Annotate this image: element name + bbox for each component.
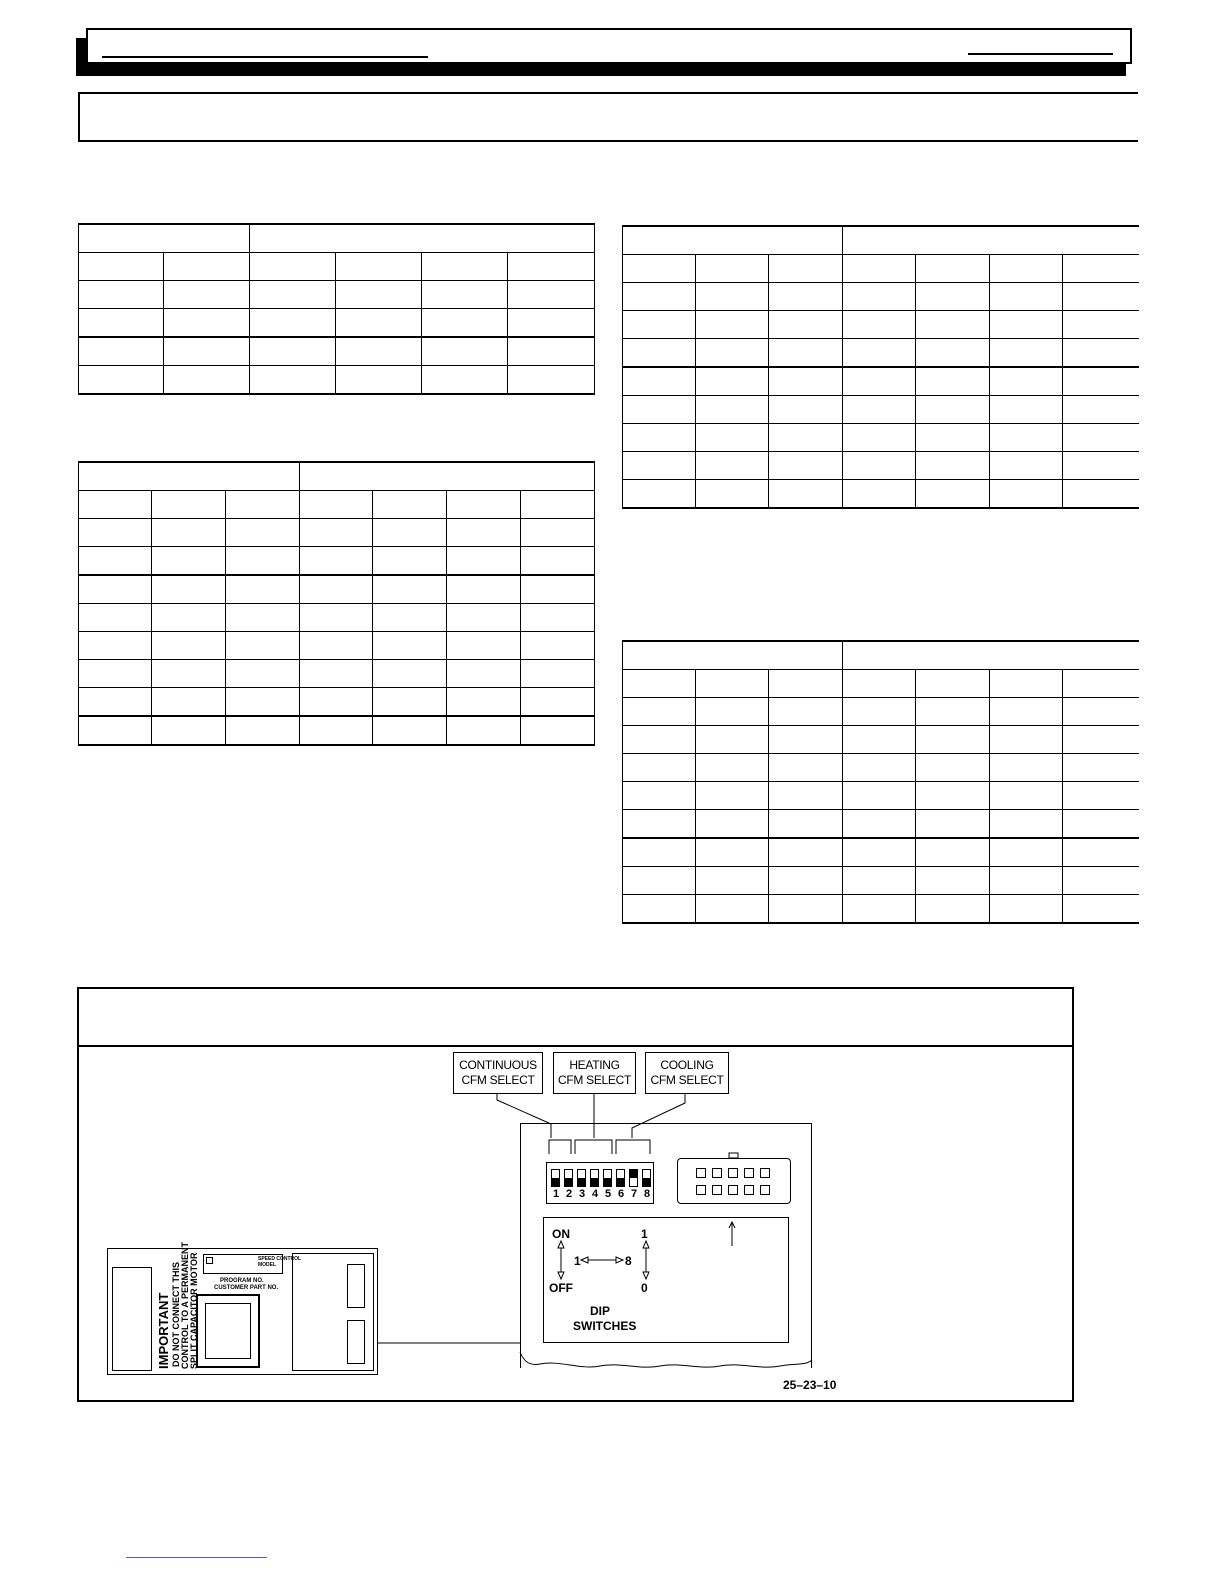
- warning-line-2: CONTROL TO A PERMANENT: [180, 1241, 190, 1369]
- legend-switches: SWITCHES: [573, 1319, 637, 1333]
- legend-zero-bottom: 0: [641, 1281, 648, 1295]
- legend-off: OFF: [549, 1281, 573, 1295]
- control-board-overview: [107, 1241, 378, 1375]
- figure-number: 25–23–10: [783, 1378, 837, 1392]
- dip-switch-7: [629, 1169, 638, 1187]
- dip-number: 4: [591, 1188, 599, 1200]
- dip-switch-6: [616, 1169, 625, 1187]
- legend-range-start: 1: [574, 1254, 581, 1268]
- mini-connector: [347, 1320, 365, 1364]
- dip-switch-1: [551, 1169, 560, 1187]
- dip-number: 6: [617, 1188, 625, 1200]
- warning-line-3: SPLIT CAPACITOR MOTOR: [189, 1252, 199, 1369]
- legend-one-top: 1: [641, 1227, 648, 1241]
- mini-dip-switch: [347, 1264, 365, 1308]
- important-label: IMPORTANT: [156, 1292, 171, 1369]
- program-no-label: PROGRAM NO.: [220, 1278, 264, 1284]
- dip-switch-8: [642, 1169, 651, 1187]
- dip-number: 8: [643, 1188, 651, 1200]
- dip-switch-block: [546, 1162, 654, 1204]
- wiring-connector: [677, 1158, 791, 1204]
- dip-number: 5: [604, 1188, 612, 1200]
- dip-switch-3: [577, 1169, 586, 1187]
- speed-control-label: SPEED CONTROL: [258, 1256, 302, 1262]
- customer-part-label: CUSTOMER PART NO.: [214, 1285, 279, 1291]
- dip-number: 1: [552, 1188, 560, 1200]
- legend-range-end: 8: [625, 1254, 632, 1268]
- callout-cooling-line1: COOLING: [660, 1058, 714, 1072]
- footer-link-underline[interactable]: [126, 1557, 267, 1558]
- callout-heating-line2: CFM SELECT: [557, 1073, 631, 1087]
- dip-switch-2: [564, 1169, 573, 1187]
- dip-number: 2: [565, 1188, 573, 1200]
- legend-dip: DIP: [590, 1304, 611, 1318]
- callout-cooling-line2: CFM SELECT: [650, 1073, 724, 1087]
- transformer-outer: [196, 1294, 260, 1368]
- dip-switch-4: [590, 1169, 599, 1187]
- dip-switch-5: [603, 1169, 612, 1187]
- legend-on: ON: [552, 1227, 570, 1241]
- callout-continuous-line2: CFM SELECT: [461, 1073, 535, 1087]
- switch-area: [292, 1253, 374, 1371]
- dip-number: 7: [630, 1188, 638, 1200]
- relay-area: [112, 1267, 152, 1371]
- callout-continuous-line1: CONTINUOUS: [459, 1058, 537, 1072]
- dip-number: 3: [578, 1188, 586, 1200]
- warning-line-1: DO NOT CONNECT THIS: [171, 1262, 181, 1367]
- speed-model-label: MODEL: [258, 1262, 277, 1268]
- callout-heating-line1: HEATING: [569, 1058, 620, 1072]
